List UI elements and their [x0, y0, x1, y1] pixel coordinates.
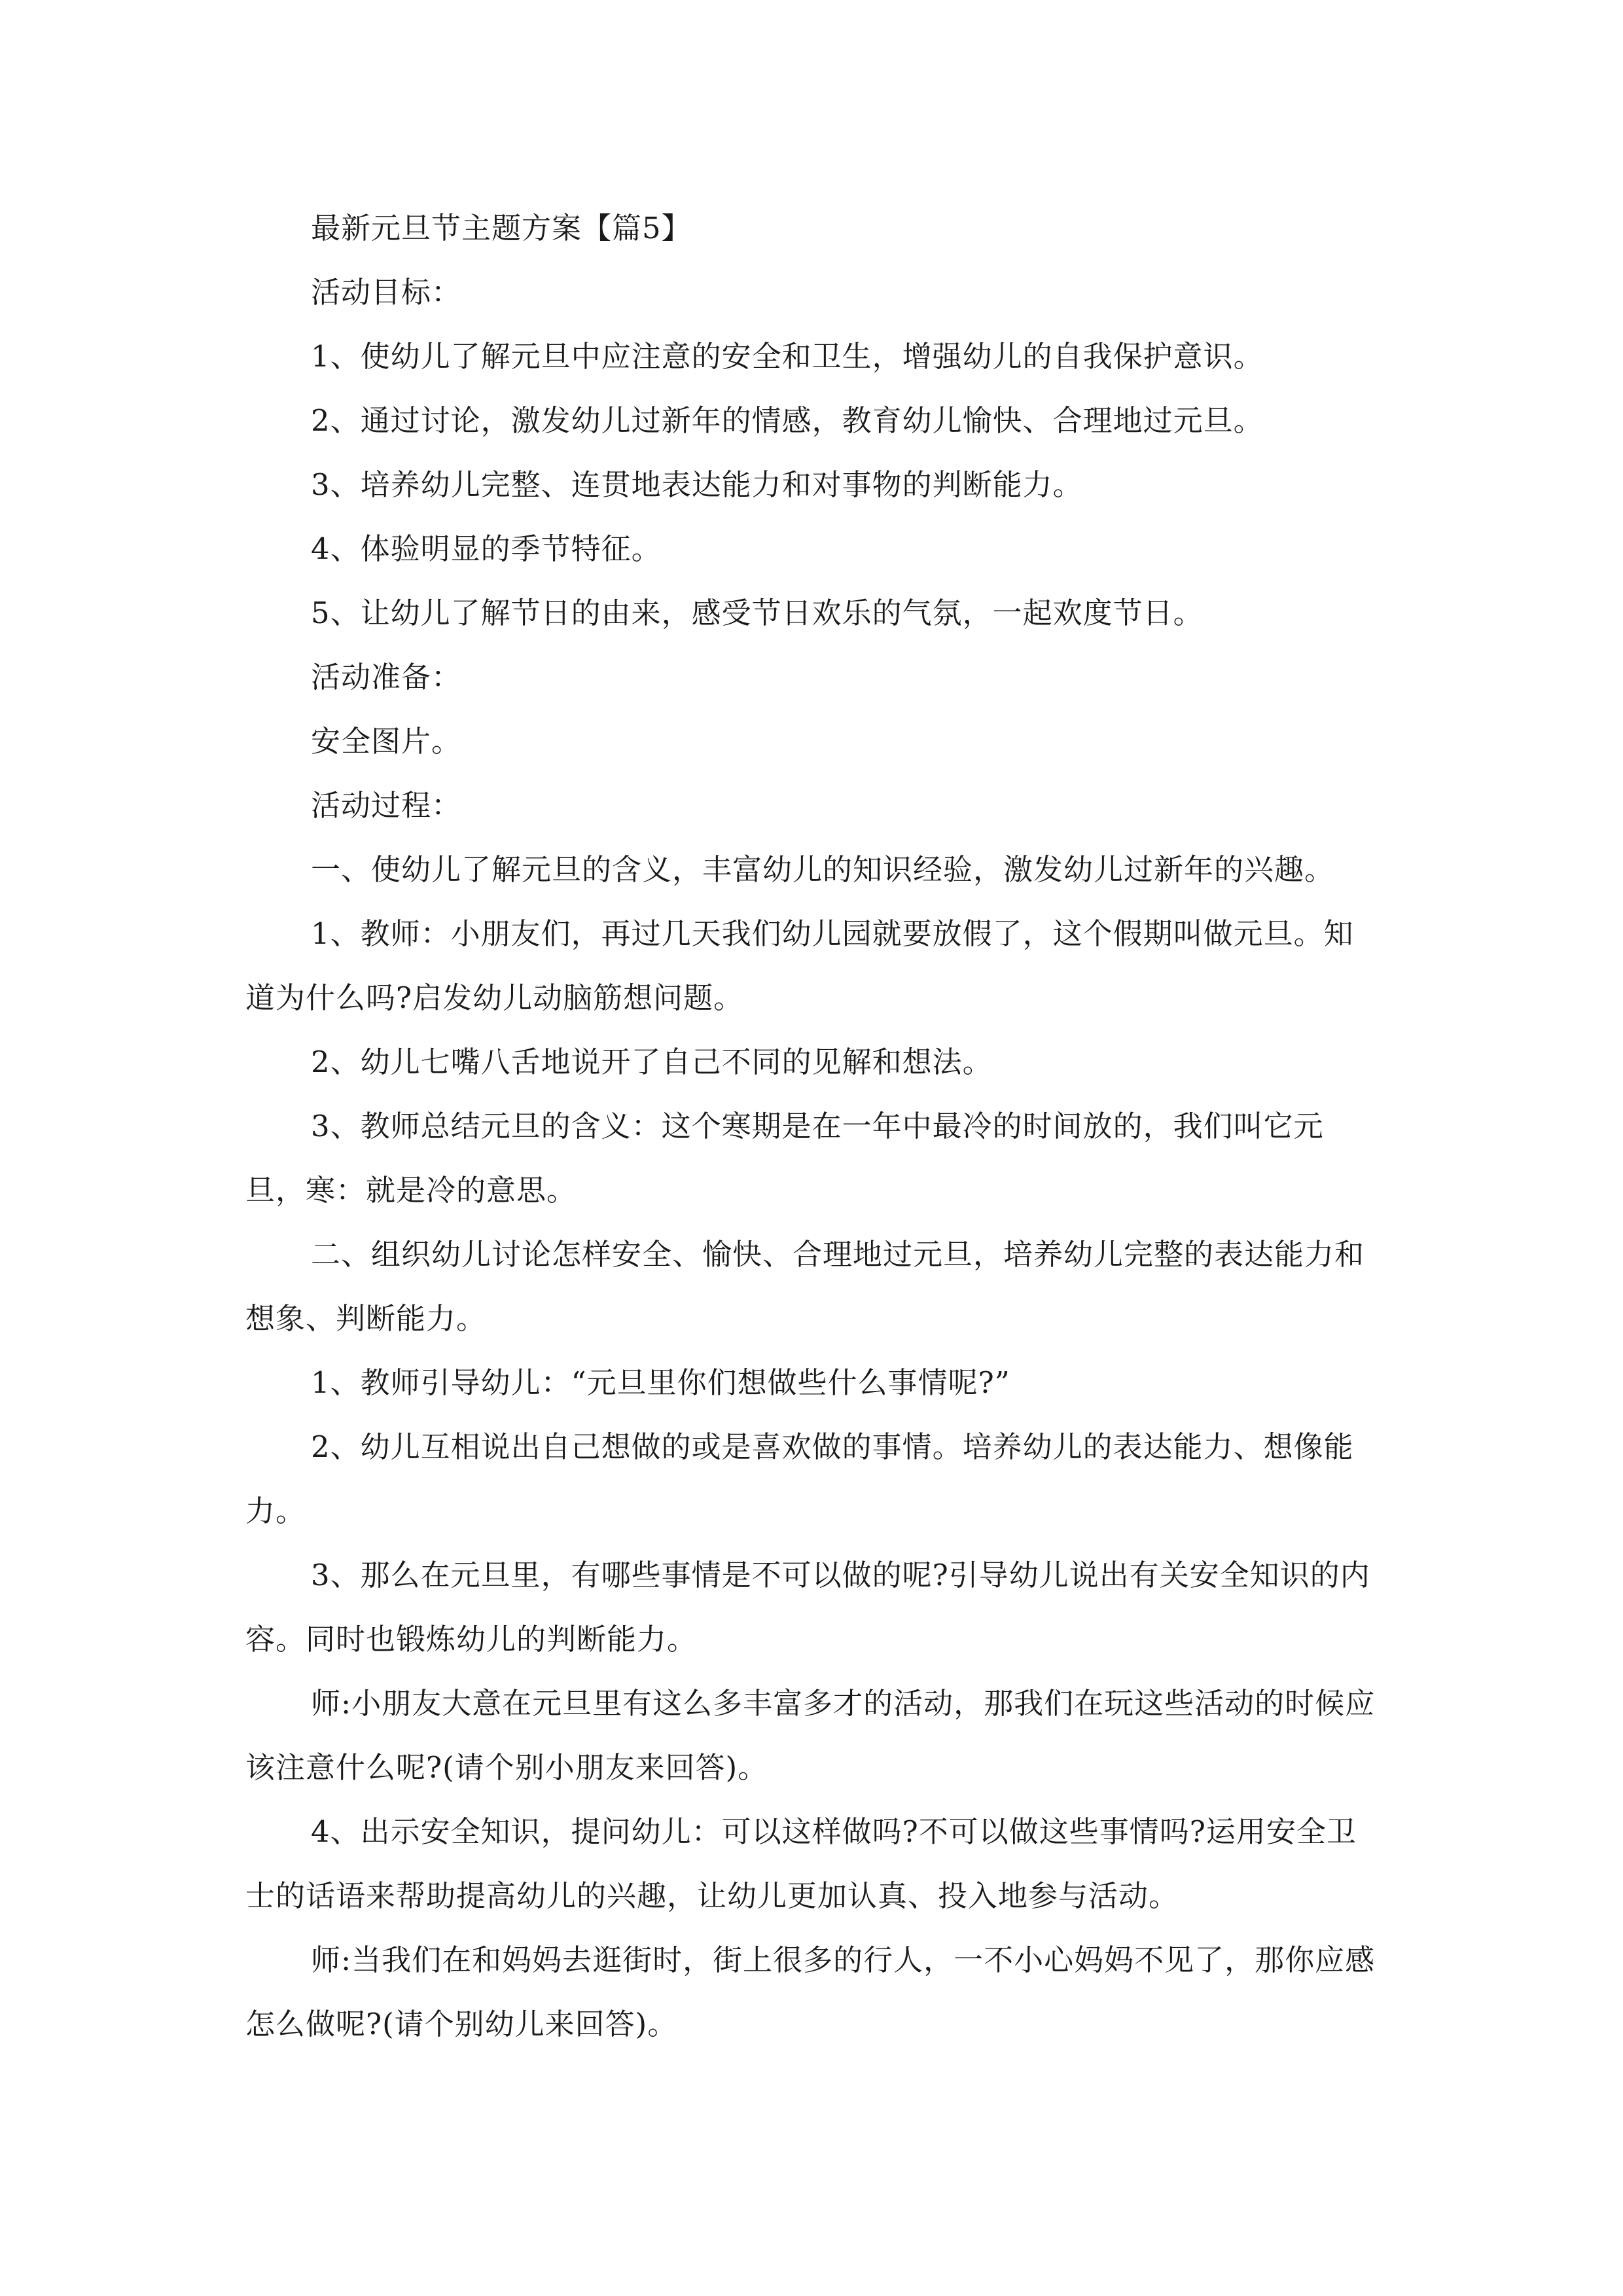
preparation-text: 安全图片。	[311, 724, 462, 759]
process-paragraph: 师:小朋友大意在元旦里有这么多丰富多才的活动，那我们在玩这些活动的时候应该注意什么呢?(请个别小朋友来回答)。	[245, 1686, 1376, 1785]
goal-item-2: 2、通过讨论，激发幼儿过新年的情感，教育幼儿愉快、合理地过元旦。	[311, 403, 1264, 438]
section-heading-process: 活动过程：	[311, 788, 462, 823]
document-body	[245, 196, 1381, 2056]
goal-item-3: 3、培养幼儿完整、连贯地表达能力和对事物的判断能力。	[311, 467, 1083, 502]
process-paragraph: 3、教师总结元旦的含义：这个寒期是在一年中最冷的时间放的，我们叫它元旦，寒：就是冷的意思。	[245, 1109, 1324, 1208]
process-paragraph: 1、教师：小朋友们，再过几天我们幼儿园就要放假了，这个假期叫做元旦。知道为什么吗?启发幼儿动脑筋想问题。	[245, 916, 1354, 1015]
process-paragraph: 3、那么在元旦里，有哪些事情是不可以做的呢?引导幼儿说出有关安全知识的内容。同时也锻炼幼儿的判断能力。	[245, 1558, 1370, 1657]
section-heading-goals: 活动目标：	[311, 275, 462, 310]
process-paragraph: 4、出示安全知识，提问幼儿：可以这样做吗?不可以做这些事情吗?运用安全卫士的话语来帮助提高幼儿的兴趣，让幼儿更加认真、投入地参与活动。	[245, 1814, 1357, 1913]
process-step-2: 二、组织幼儿讨论怎样安全、愉快、合理地过元旦，培养幼儿完整的表达能力和想象、判断能力。	[245, 1237, 1365, 1336]
goal-item-1: 1、使幼儿了解元旦中应注意的安全和卫生，增强幼儿的自我保护意识。	[311, 339, 1264, 374]
goal-item-5: 5、让幼儿了解节日的由来，感受节日欢乐的气氛，一起欢度节日。	[311, 596, 1204, 630]
process-paragraph: 2、幼儿七嘴八舌地说开了自己不同的见解和想法。	[311, 1045, 993, 1079]
process-step-1: 一、使幼儿了解元旦的含义，丰富幼儿的知识经验，激发幼儿过新年的兴趣。	[311, 852, 1335, 887]
goal-item-4: 4、体验明显的季节特征。	[311, 531, 662, 566]
process-paragraph: 师:当我们在和妈妈去逛街时，街上很多的行人，一不小心妈妈不见了，那你应感怎么做呢?(请个别幼儿来回答)。	[245, 1943, 1376, 2041]
process-paragraph: 2、幼儿互相说出自己想做的或是喜欢做的事情。培养幼儿的表达能力、想像能力。	[245, 1429, 1354, 1528]
process-paragraph: 1、教师引导幼儿：“元旦里你们想做些什么事情呢?”	[311, 1365, 1010, 1400]
section-heading-preparation: 活动准备：	[311, 660, 462, 694]
document-title: 最新元旦节主题方案【篇5】	[311, 211, 692, 245]
